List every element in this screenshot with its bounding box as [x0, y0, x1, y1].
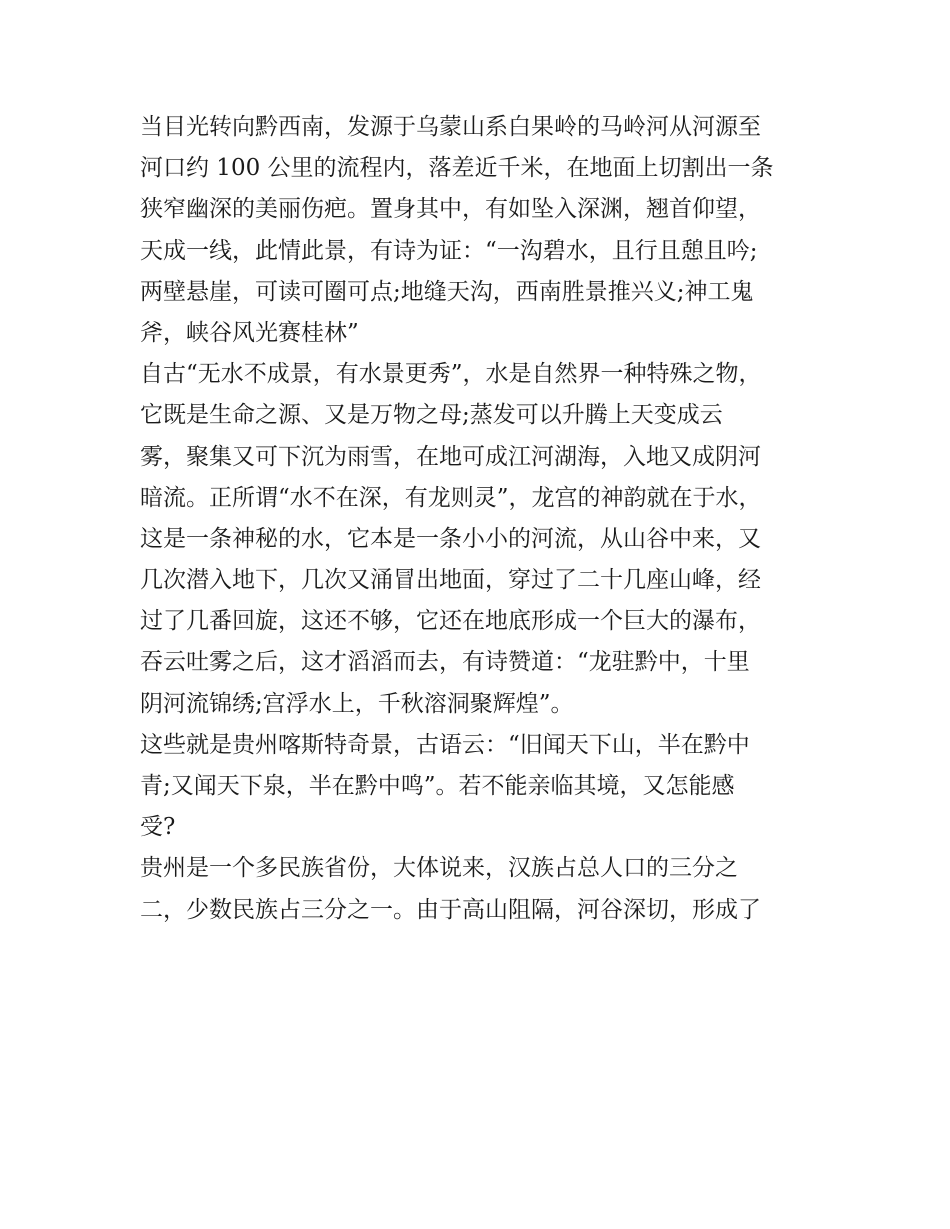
text-line: 天成一线，此情此景，有诗为证：“一沟碧水，且行且憩且吟;	[140, 237, 758, 264]
text-line: 狭窄幽深的美丽伤疤。置身其中，有如坠入深渊，翘首仰望，	[140, 196, 761, 223]
paragraph-water	[140, 354, 820, 725]
text-line: 几次潜入地下，几次又涌冒出地面，穿过了二十几座山峰，经	[140, 567, 761, 594]
text-line: 阴河流锦绣;宫浮水上，千秋溶洞聚辉煌”。	[140, 690, 574, 717]
body-text	[140, 107, 820, 931]
text-line: 河口约 100 公里的流程内，落差近千米，在地面上切割出一条	[140, 155, 774, 182]
paragraph-ethnic-groups	[140, 848, 820, 930]
text-line: 暗流。正所谓“水不在深，有龙则灵”，龙宫的神韵就在于水，	[140, 484, 762, 511]
text-line: 当目光转向黔西南，发源于乌蒙山系白果岭的马岭河从河源至	[140, 114, 761, 140]
text-line: 两壁悬崖，可读可圈可点;地缝天沟，西南胜景推兴义;神工鬼	[140, 278, 754, 305]
text-line: 这是一条神秘的水，它本是一条小小的河流，从山谷中来，又	[140, 525, 761, 552]
text-line: 这些就是贵州喀斯特奇景，古语云：“旧闻天下山，半在黔中	[140, 731, 750, 758]
paragraph-karst	[140, 725, 820, 849]
text-line: 斧，峡谷风光赛桂林”	[140, 319, 359, 346]
text-line: 雾，聚集又可下沉为雨雪，在地可成江河湖海，入地又成阴河	[140, 443, 761, 470]
text-line: 贵州是一个多民族省份，大体说来，汉族占总人口的三分之	[140, 855, 738, 882]
text-line: 它既是生命之源、又是万物之母;蒸发可以升腾上天变成云	[140, 402, 723, 429]
text-line: 自古“无水不成景，有水景更秀”，水是自然界一种特殊之物，	[140, 361, 762, 388]
text-line: 过了几番回旋，这还不够，它还在地底形成一个巨大的瀑布，	[140, 608, 761, 635]
paragraph-maling-river	[140, 107, 820, 354]
text-line: 受?	[140, 814, 176, 841]
text-line: 二，少数民族占三分之一。由于高山阻隔，河谷深切，形成了	[140, 896, 761, 923]
text-line: 吞云吐雾之后，这才滔滔而去，有诗赞道：“龙驻黔中，十里	[140, 649, 750, 676]
text-line: 青;又闻天下泉，半在黔中鸣”。若不能亲临其境，又怎能感	[140, 773, 735, 799]
